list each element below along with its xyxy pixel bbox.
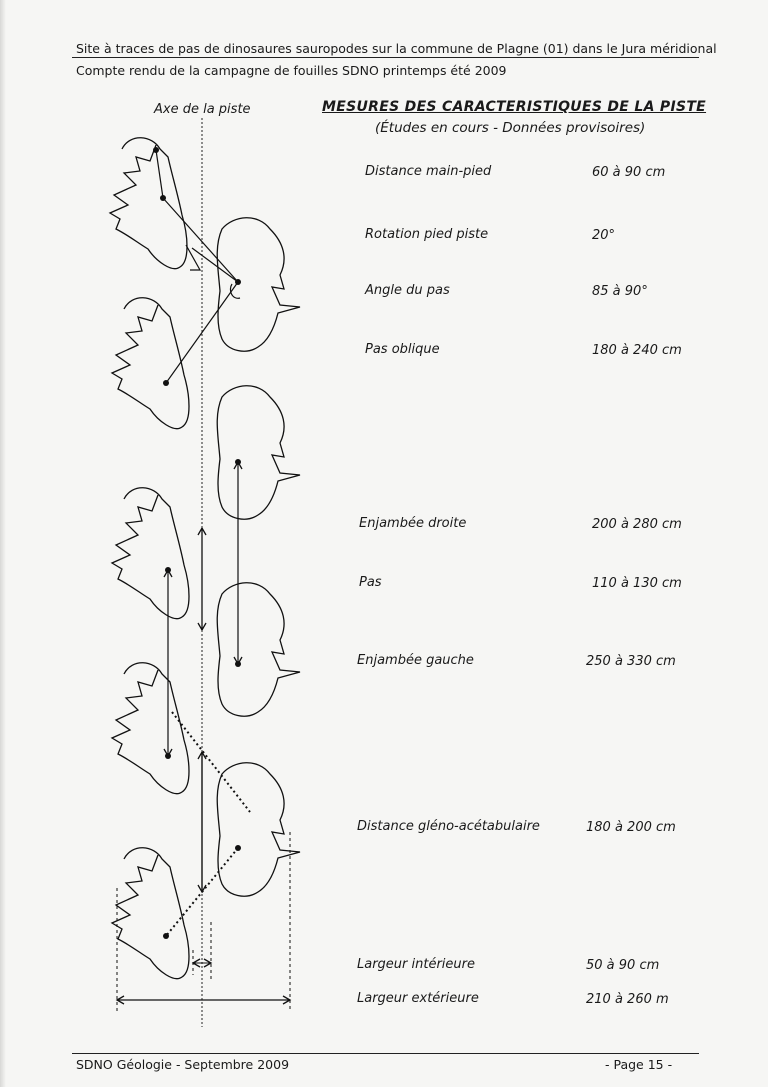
measures-subtitle: (Études en cours - Données provisoires) <box>375 120 646 136</box>
measure-value-largeur-interieure: 50 à 90 cm <box>586 958 660 973</box>
point-marker <box>235 661 241 667</box>
measure-label-pas: Pas <box>359 575 382 590</box>
measures-title: MESURES DES CARACTERISTIQUES DE LA PISTE <box>322 99 707 115</box>
measure-label-distance-gleno-acetabulaire: Distance gléno-acétabulaire <box>357 819 540 834</box>
point-marker <box>153 147 159 153</box>
footprint-left-2 <box>112 298 189 429</box>
measure-value-angle-pas: 85 à 90° <box>592 284 648 299</box>
measure-label-largeur-interieure: Largeur intérieure <box>357 957 476 972</box>
measure-label-enjambee-droite: Enjambée droite <box>359 516 467 531</box>
measure-label-largeur-exterieure: Largeur extérieure <box>357 991 479 1006</box>
point-marker <box>163 933 169 939</box>
axis-label: Axe de la piste <box>154 102 251 117</box>
measure-label-angle-pas: Angle du pas <box>365 283 450 298</box>
footprint-right-1 <box>217 218 300 351</box>
measure-value-largeur-exterieure: 210 à 260 m <box>586 992 669 1007</box>
point-marker <box>235 845 241 851</box>
header-title: Site à traces de pas de dinosaures sauropodes sur la commune de Plagne (01) dans le Jura méridional <box>76 41 717 56</box>
footprint-right-3 <box>217 583 300 716</box>
measure-value-pas: 110 à 130 cm <box>592 576 682 591</box>
measure-label-pas-oblique: Pas oblique <box>365 342 440 357</box>
footprint-right-4 <box>217 763 300 896</box>
point-marker <box>160 195 166 201</box>
measure-value-distance-gleno-acetabulaire: 180 à 200 cm <box>586 820 676 835</box>
footprint-left-4 <box>112 663 189 794</box>
measure-value-distance-main-pied: 60 à 90 cm <box>592 165 666 180</box>
point-marker <box>165 567 171 573</box>
measure-label-enjambee-gauche: Enjambée gauche <box>357 653 474 668</box>
width-guides <box>117 832 290 1012</box>
footprint-left-5 <box>112 848 189 979</box>
header-subtitle: Compte rendu de la campagne de fouilles SDNO printemps été 2009 <box>76 63 507 78</box>
measure-value-enjambee-gauche: 250 à 330 cm <box>586 654 676 669</box>
footprint-right-2 <box>217 386 300 519</box>
page-number: - Page 15 - <box>605 1057 673 1072</box>
point-marker <box>235 459 241 465</box>
footprint-left-3 <box>112 488 189 619</box>
point-marker <box>165 753 171 759</box>
measure-label-distance-main-pied: Distance main-pied <box>365 164 492 179</box>
footer-source: SDNO Géologie - Septembre 2009 <box>76 1057 290 1072</box>
point-marker <box>163 380 169 386</box>
footer-rule <box>72 1053 699 1054</box>
measure-value-rotation-pied: 20° <box>592 228 616 243</box>
measure-label-rotation-pied: Rotation pied piste <box>365 227 489 242</box>
measure-value-pas-oblique: 180 à 240 cm <box>592 343 682 358</box>
point-marker <box>235 279 241 285</box>
measure-value-enjambee-droite: 200 à 280 cm <box>592 517 682 532</box>
footprint-left-1 <box>110 138 187 269</box>
